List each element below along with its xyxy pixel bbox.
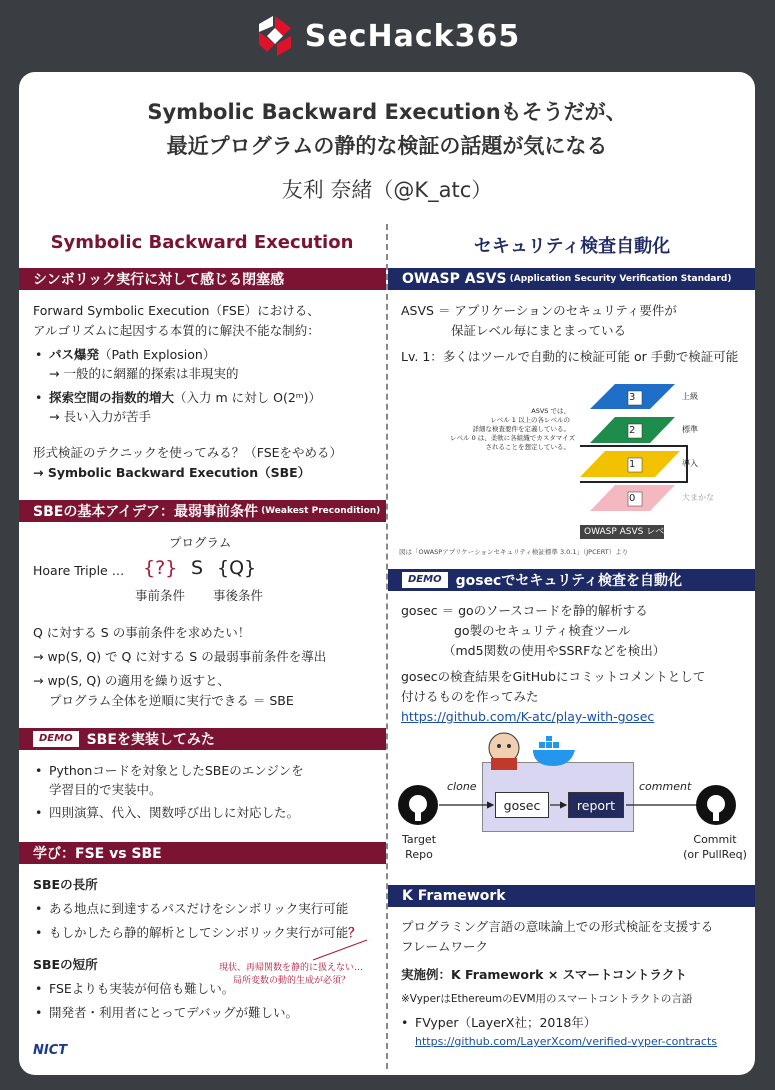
- section-heading-small: (Application Security Verification Standard): [509, 274, 732, 284]
- text-gosec2: go製のセキュリティ検査ツール: [454, 623, 631, 638]
- section-bar-lessons: [19, 842, 386, 864]
- text-asvs1: ASVS ＝ アプリケーションのセキュリティ要件が: [401, 303, 677, 318]
- label-postcondition: 事後条件: [213, 588, 264, 603]
- fig-note-line: 詳細な検査要件を定義している。: [472, 425, 570, 433]
- bullet-rest: （Path Explosion）: [99, 347, 216, 362]
- bullet-main: パス爆発: [49, 347, 100, 362]
- site-header: [0, 0, 775, 72]
- github-target-icon: [397, 784, 439, 826]
- bullet-main: 探索空間の指数的増大: [49, 390, 175, 405]
- bullet-sub: → 一般的に網羅的探索は非現実的: [49, 366, 239, 381]
- fig-note: [450, 407, 576, 452]
- bullet-con2: • 開発者・利用者にとってデバッグが難しい。: [49, 1004, 298, 1022]
- sechack-logo-text: SecHack365: [304, 18, 521, 54]
- fig-note-line: レベル 1 以上の各レベルの: [490, 416, 570, 424]
- fig-note-line: ASVS では、: [531, 407, 570, 415]
- text-k-note: ※VyperはEthereumのEVM用のスマートコントラクトの言語: [401, 993, 693, 1005]
- section-heading-small: (Weakest Precondition): [261, 506, 381, 516]
- text-sbe-answer: → Symbolic Backward Execution（SBE）: [33, 465, 311, 480]
- text-gosec1: gosec ＝ goのソースコードを静的解析する: [401, 603, 648, 618]
- section-bar-demo-sbe: [19, 728, 386, 750]
- bullet-rest: （入力 m に対し O(2ᵐ)）: [174, 390, 321, 405]
- text-k-example: 実施例：K Framework × スマートコントラクト: [401, 967, 687, 982]
- label-comment: comment: [639, 780, 692, 793]
- poster-author: 友利 奈緒（@K_atc）: [281, 178, 493, 202]
- fig-base-label: OWASP ASVS レベル: [584, 527, 674, 537]
- level-num-1: 1: [629, 459, 636, 470]
- level-num-2: 2: [629, 425, 636, 436]
- pros-title: SBEの長所: [33, 877, 98, 892]
- section-heading: 学び：FSE vs SBE: [33, 846, 162, 862]
- level-label-1: 導入: [682, 459, 698, 468]
- note-arrow-icon: [309, 938, 369, 964]
- text-intro1: Forward Symbolic Execution（FSE）における、: [33, 303, 320, 318]
- bullet-impl1-cont: 学習目的で実装中。: [49, 782, 162, 797]
- label-repo: Repo: [405, 848, 433, 861]
- node-gosec: gosec: [495, 792, 549, 818]
- label-commit-line2: (or PullReq): [683, 848, 747, 861]
- section-heading: SBEを実装してみた: [86, 732, 215, 748]
- hoare-statement: S: [191, 557, 204, 579]
- hoare-precondition: {?}: [143, 557, 178, 579]
- bullet-impl2: • 四則演算、代入、関数呼び出しに対応した。: [49, 804, 299, 822]
- bullet-con1: • FSEよりも実装が何倍も難しい。: [49, 980, 234, 998]
- text-wp3: → wp(S, Q) の適用を繰り返すと、: [33, 673, 231, 688]
- level-label-0: 大まかな: [682, 493, 714, 502]
- section-bar-demo-gosec: [388, 569, 755, 591]
- text-wp4: プログラム全体を逆順に実行できる ＝ SBE: [49, 693, 294, 708]
- poster-card: [19, 72, 755, 1075]
- note-limitation2: 局所変数の動的生成が必須？: [233, 976, 351, 986]
- hoare-pre: [143, 556, 177, 580]
- section-heading: SBEの基本アイデア：最弱事前条件: [33, 504, 259, 520]
- column-divider: [386, 224, 388, 1069]
- section-bar-wp: [19, 500, 386, 522]
- text-asvs3: Lv. 1：多くはツールで自動的に検証可能 or 手動で検証可能: [401, 349, 739, 364]
- poster-title-line2: 最近プログラムの静的な検証の話題が気になる: [166, 134, 608, 158]
- hoare-postcondition: {Q}: [217, 557, 257, 579]
- label-clone: clone: [447, 780, 477, 793]
- text-wp1: Q に対する S の事前条件を求めたい！: [33, 625, 251, 640]
- section-bar-sbe-limits: [19, 268, 386, 290]
- section-heading: K Framework: [402, 888, 506, 904]
- bullet-state-space: [49, 389, 321, 407]
- text-k1: プログラミング言語の意味論上での形式検証を支援する: [401, 919, 714, 934]
- section-bar-k-framework: [388, 885, 755, 907]
- section-heading: OWASP ASVS: [402, 271, 507, 287]
- bullet-path-explosion: [49, 346, 215, 364]
- section-heading: gosecでセキュリティ検査を自動化: [455, 573, 682, 589]
- demo-tag: DEMO: [33, 731, 79, 747]
- left-column-title: Symbolic Backward Execution: [50, 232, 354, 253]
- link-verified-vyper[interactable]: https://github.com/LayerXcom/verified-vyper-contracts: [415, 1035, 717, 1048]
- demo-tag: DEMO: [402, 572, 448, 588]
- fig-note-line: されることを想定している。: [485, 443, 570, 451]
- sechack-logo-icon: [255, 14, 295, 58]
- label-target-repo: [401, 832, 437, 862]
- fig-note-line: レベル 0 は、柔軟に各組織でカスタマイズ: [450, 434, 576, 442]
- docker-icon: [531, 736, 577, 768]
- asvs-levels-figure: [400, 379, 740, 549]
- section-heading: シンボリック実行に対して感じる閉塞感: [33, 272, 285, 288]
- label-program: プログラム: [169, 535, 232, 550]
- bullet-impl1: • Pythonコードを対象としたSBEのエンジンを: [49, 762, 304, 780]
- poster-title-line1: Symbolic Backward Executionもそうだが、: [147, 100, 627, 124]
- label-target: Target: [401, 833, 437, 846]
- jenkins-icon: [483, 730, 525, 772]
- right-column-title: セキュリティ検査自動化: [473, 236, 671, 257]
- figure-caption: 図は「OWASPアプリケーションセキュリティ検証標準 3.0.1」（JPCERT）より: [399, 548, 629, 556]
- text-intro2: アルゴリズムに起因する本質的に解決不能な制約：: [33, 323, 320, 338]
- text-gosec5: 付けるものを作ってみた: [401, 689, 539, 704]
- section-bar-asvs: [388, 268, 755, 290]
- label-precondition: 事前条件: [135, 588, 186, 603]
- link-play-with-gosec[interactable]: https://github.com/K-atc/play-with-gosec: [401, 709, 655, 724]
- text-gosec3: （md5関数の使用やSSRFなどを検出）: [443, 643, 666, 658]
- pro2-text: もしかしたら静的解析としてシンボリック実行が可能: [49, 925, 349, 940]
- label-commit: [677, 832, 753, 862]
- text-question: 形式検証のテクニックを使ってみる？（FSEをやめる）: [33, 445, 343, 460]
- note-limitation1: 現状、再帰関数を静的に扱えない…: [219, 963, 364, 973]
- level-num-3: 3: [629, 392, 636, 403]
- bullet-pro1: • ある地点に到達するパスだけをシンボリック実行可能: [49, 900, 348, 918]
- label-hoare: Hoare Triple …: [33, 563, 125, 578]
- pro2-question-mark: ？: [348, 925, 361, 940]
- nict-logo: NICT: [33, 1043, 68, 1058]
- level-label-2: 標準: [682, 425, 698, 434]
- text-asvs2: 保証レベル毎にまとまっている: [451, 323, 627, 338]
- text-wp2: → wp(S, Q) で Q に対する S の最弱事前条件を導出: [33, 649, 327, 664]
- cons-title: SBEの短所: [33, 957, 98, 972]
- label-commit-line1: Commit: [693, 833, 737, 846]
- bullet-fvyper: • FVyper（LayerX社；2018年）: [415, 1014, 596, 1032]
- text-k2: フレームワーク: [401, 939, 489, 954]
- node-report: report: [568, 792, 624, 818]
- github-commit-icon: [695, 784, 737, 826]
- bullet-sub: → 長い入力が苦手: [49, 409, 151, 424]
- level-label-3: 上級: [682, 392, 698, 401]
- level-num-0: 0: [629, 493, 636, 504]
- text-gosec4: gosecの検査結果をGitHubにコミットコメントとして: [401, 669, 706, 684]
